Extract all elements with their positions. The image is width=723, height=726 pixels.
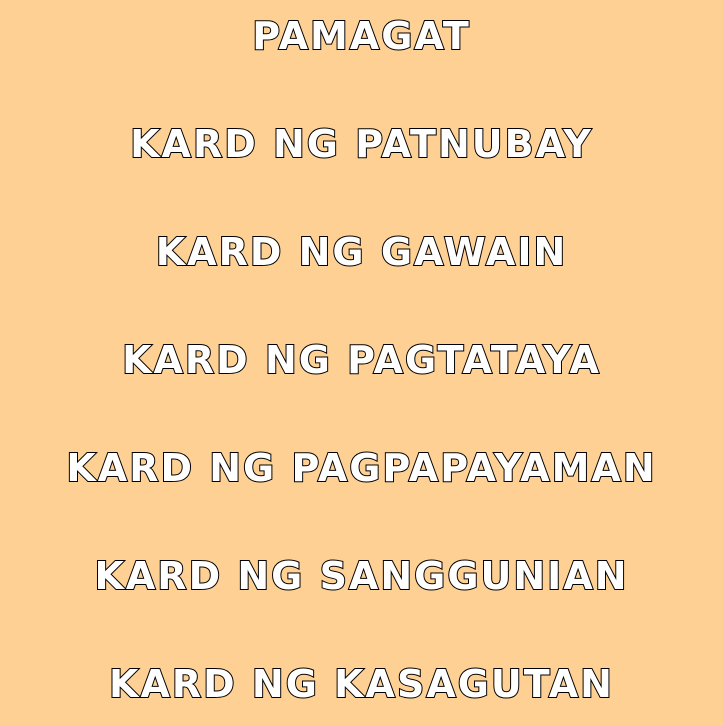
title-kard-ng-pagtataya: KARD NG PAGTATAYA — [122, 338, 601, 382]
title-kard-ng-pagpapayaman: KARD NG PAGPAPAYAMAN — [66, 446, 657, 490]
title-kard-ng-kasagutan: KARD NG KASAGUTAN — [109, 662, 614, 706]
title-kard-ng-gawain: KARD NG GAWAIN — [155, 230, 568, 274]
title-kard-ng-sanggunian: KARD NG SANGGUNIAN — [94, 554, 629, 598]
title-kard-ng-patnubay: KARD NG PATNUBAY — [130, 122, 593, 166]
title-pamagat: PAMAGAT — [252, 14, 471, 58]
